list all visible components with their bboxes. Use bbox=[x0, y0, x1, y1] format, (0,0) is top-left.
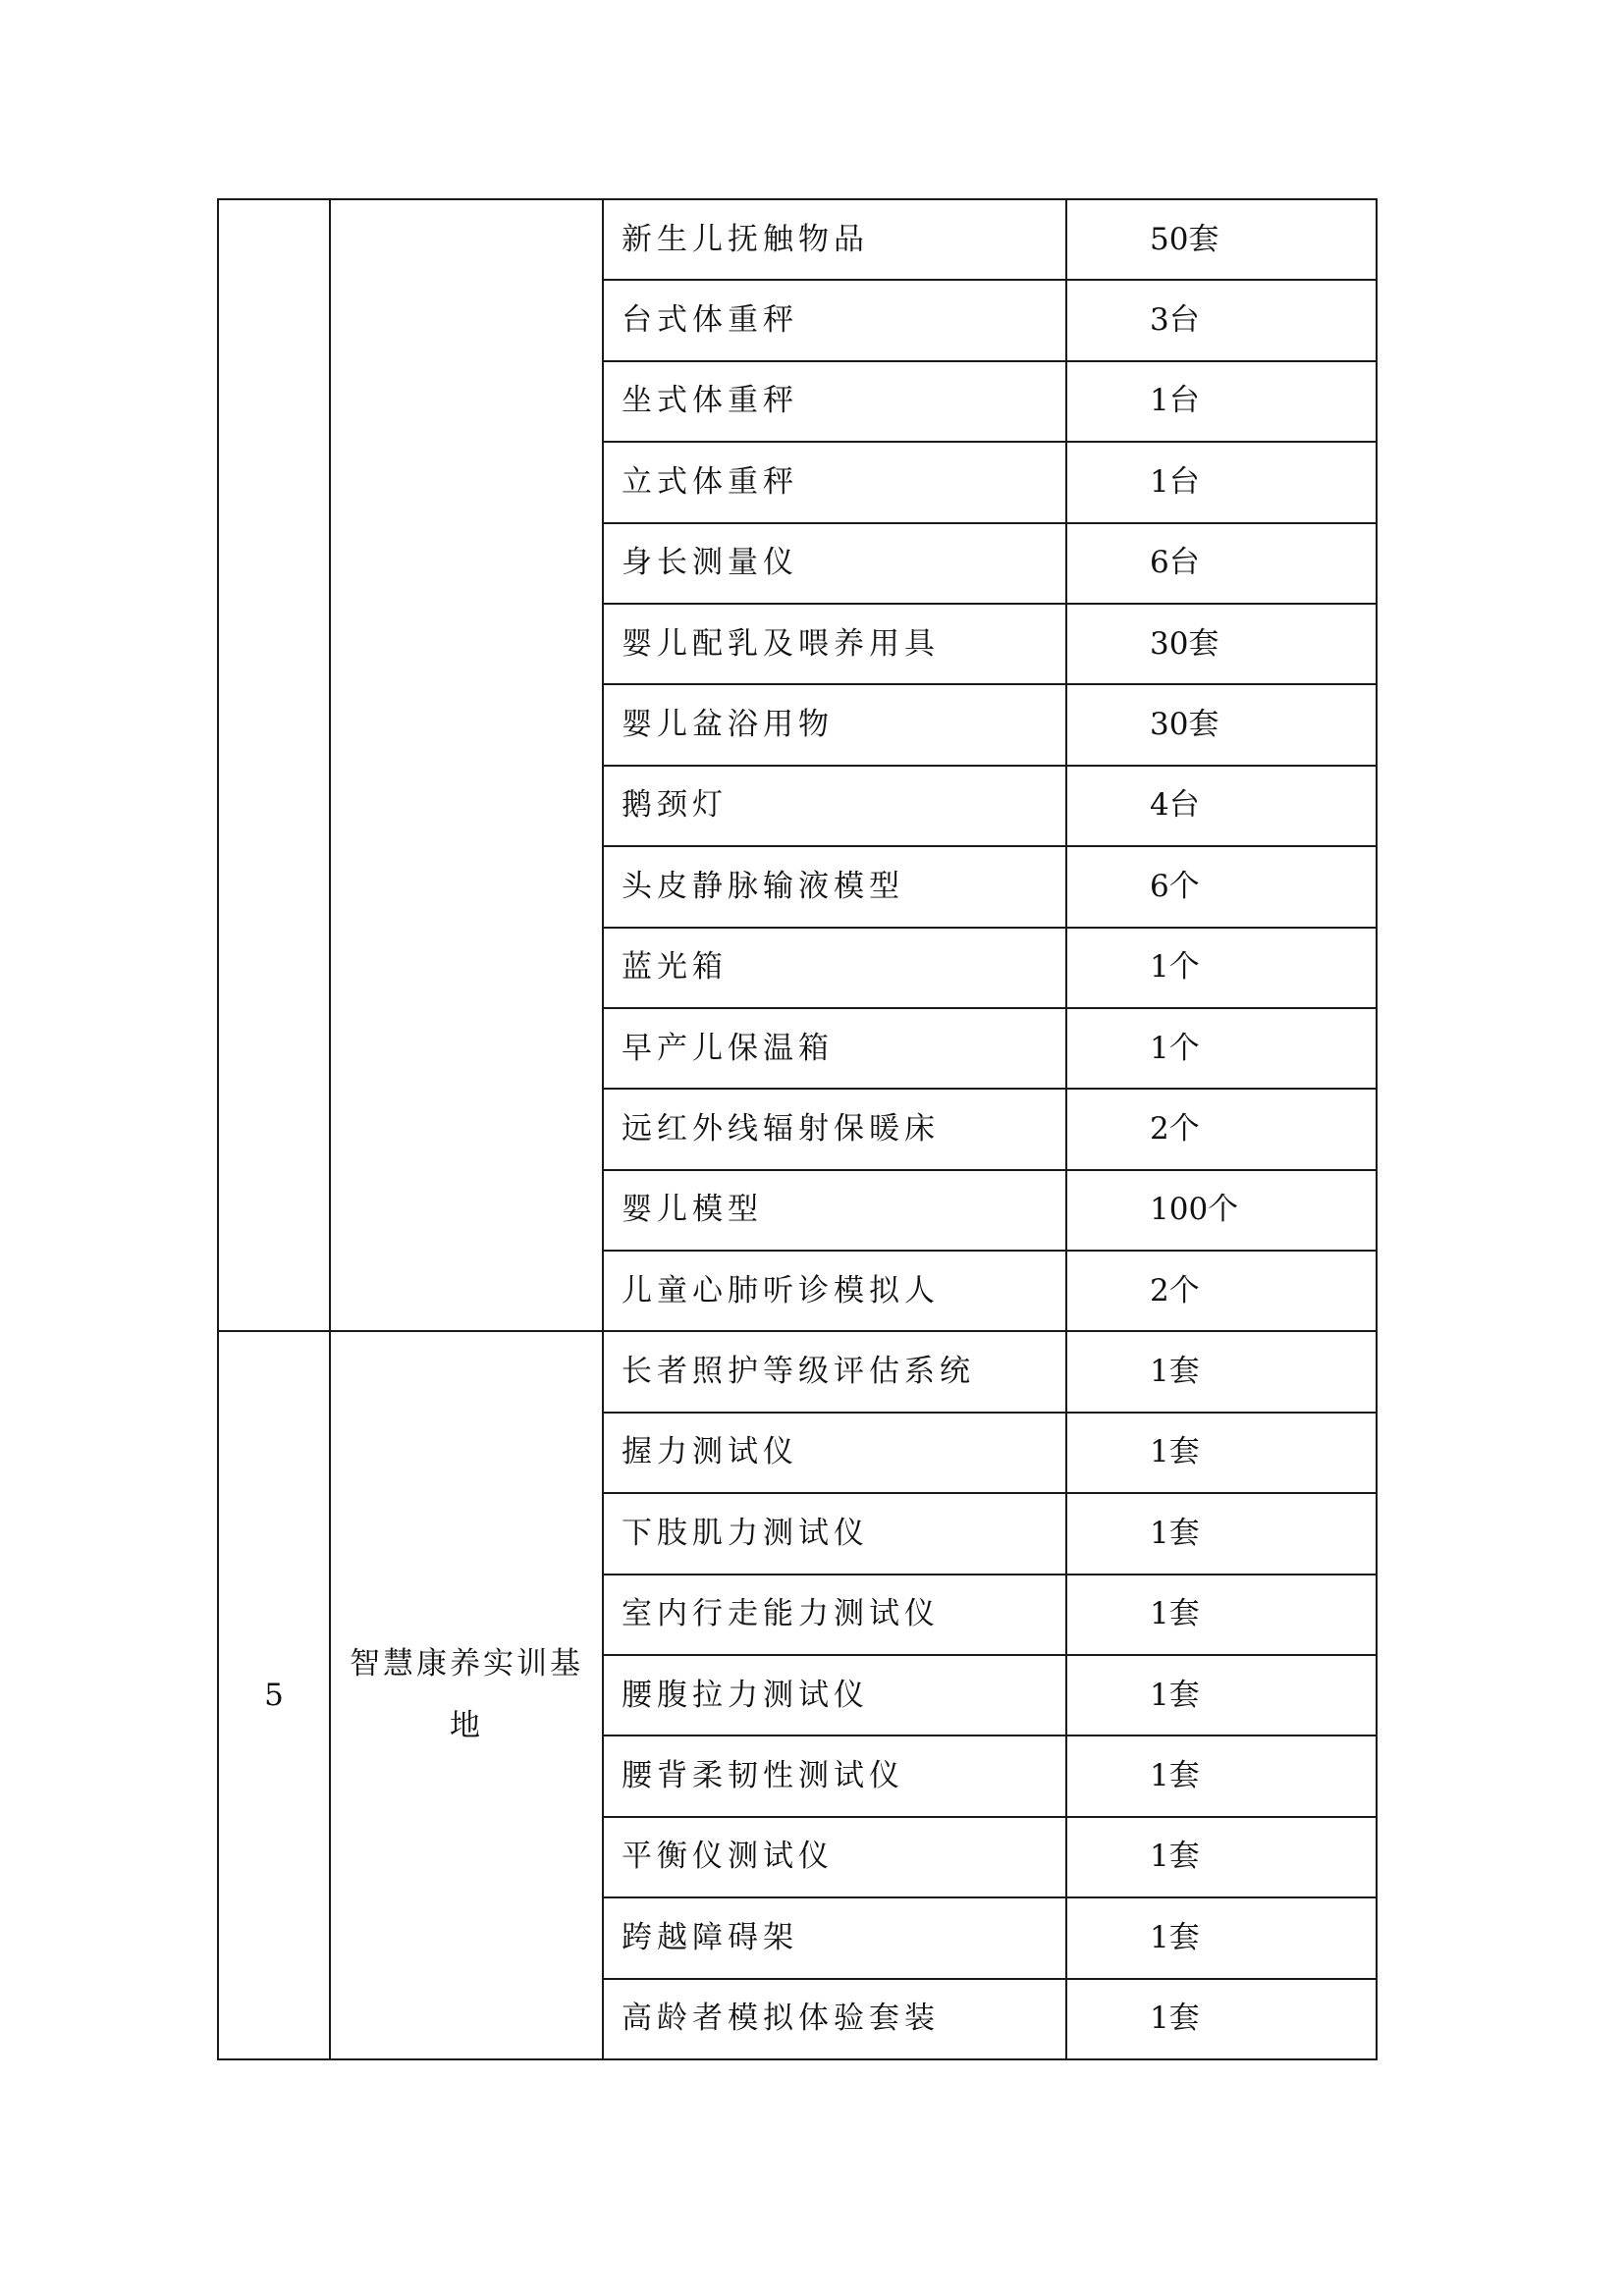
group-number-cell bbox=[218, 199, 330, 1331]
equipment-name-cell: 跨越障碍架 bbox=[603, 1897, 1066, 1978]
equipment-quantity-cell: 1台 bbox=[1066, 442, 1377, 522]
equipment-name-cell: 早产儿保温箱 bbox=[603, 1008, 1066, 1089]
equipment-quantity-cell: 1套 bbox=[1066, 1817, 1377, 1897]
equipment-name-cell: 下肢肌力测试仪 bbox=[603, 1493, 1066, 1574]
equipment-quantity-cell: 1套 bbox=[1066, 1979, 1377, 2059]
equipment-table-body bbox=[218, 199, 1377, 2059]
equipment-name-cell: 室内行走能力测试仪 bbox=[603, 1575, 1066, 1655]
equipment-name-cell: 平衡仪测试仪 bbox=[603, 1817, 1066, 1897]
equipment-quantity-cell: 30套 bbox=[1066, 604, 1377, 684]
equipment-quantity-cell: 30套 bbox=[1066, 684, 1377, 765]
equipment-quantity-cell: 1个 bbox=[1066, 928, 1377, 1008]
equipment-quantity-cell: 3台 bbox=[1066, 280, 1377, 360]
equipment-quantity-cell: 2个 bbox=[1066, 1089, 1377, 1169]
equipment-quantity-cell: 6个 bbox=[1066, 846, 1377, 927]
table-row bbox=[218, 199, 1377, 280]
equipment-name-cell: 头皮静脉输液模型 bbox=[603, 846, 1066, 927]
equipment-name-cell: 长者照护等级评估系统 bbox=[603, 1331, 1066, 1412]
equipment-quantity-cell: 4台 bbox=[1066, 766, 1377, 846]
equipment-quantity-cell: 1台 bbox=[1066, 361, 1377, 442]
equipment-name-cell: 坐式体重秤 bbox=[603, 361, 1066, 442]
equipment-quantity-cell: 100个 bbox=[1066, 1170, 1377, 1251]
equipment-name-cell: 腰背柔韧性测试仪 bbox=[603, 1735, 1066, 1816]
group-number-cell: 5 bbox=[218, 1331, 330, 2059]
equipment-name-cell: 新生儿抚触物品 bbox=[603, 199, 1066, 280]
equipment-quantity-cell: 1套 bbox=[1066, 1493, 1377, 1574]
equipment-quantity-cell: 1套 bbox=[1066, 1331, 1377, 1412]
equipment-name-cell: 鹅颈灯 bbox=[603, 766, 1066, 846]
equipment-quantity-cell: 1套 bbox=[1066, 1735, 1377, 1816]
equipment-name-cell: 婴儿配乳及喂养用具 bbox=[603, 604, 1066, 684]
equipment-quantity-cell: 1套 bbox=[1066, 1413, 1377, 1493]
equipment-quantity-cell: 1套 bbox=[1066, 1655, 1377, 1735]
equipment-table bbox=[217, 198, 1378, 2060]
training-base-name-cell bbox=[330, 199, 603, 1331]
equipment-quantity-cell: 50套 bbox=[1066, 199, 1377, 280]
equipment-name-cell: 蓝光箱 bbox=[603, 928, 1066, 1008]
equipment-quantity-cell: 1套 bbox=[1066, 1575, 1377, 1655]
training-base-name-cell: 智慧康养实训基地 bbox=[330, 1331, 603, 2059]
table-row bbox=[218, 1331, 1377, 1412]
equipment-quantity-cell: 1套 bbox=[1066, 1897, 1377, 1978]
equipment-name-cell: 腰腹拉力测试仪 bbox=[603, 1655, 1066, 1735]
equipment-name-cell: 远红外线辐射保暖床 bbox=[603, 1089, 1066, 1169]
equipment-name-cell: 高龄者模拟体验套装 bbox=[603, 1979, 1066, 2059]
equipment-name-cell: 立式体重秤 bbox=[603, 442, 1066, 522]
equipment-name-cell: 台式体重秤 bbox=[603, 280, 1066, 360]
equipment-name-cell: 身长测量仪 bbox=[603, 523, 1066, 604]
equipment-quantity-cell: 6台 bbox=[1066, 523, 1377, 604]
equipment-name-cell: 儿童心肺听诊模拟人 bbox=[603, 1251, 1066, 1331]
equipment-quantity-cell: 2个 bbox=[1066, 1251, 1377, 1331]
equipment-name-cell: 婴儿模型 bbox=[603, 1170, 1066, 1251]
equipment-name-cell: 婴儿盆浴用物 bbox=[603, 684, 1066, 765]
equipment-name-cell: 握力测试仪 bbox=[603, 1413, 1066, 1493]
equipment-quantity-cell: 1个 bbox=[1066, 1008, 1377, 1089]
